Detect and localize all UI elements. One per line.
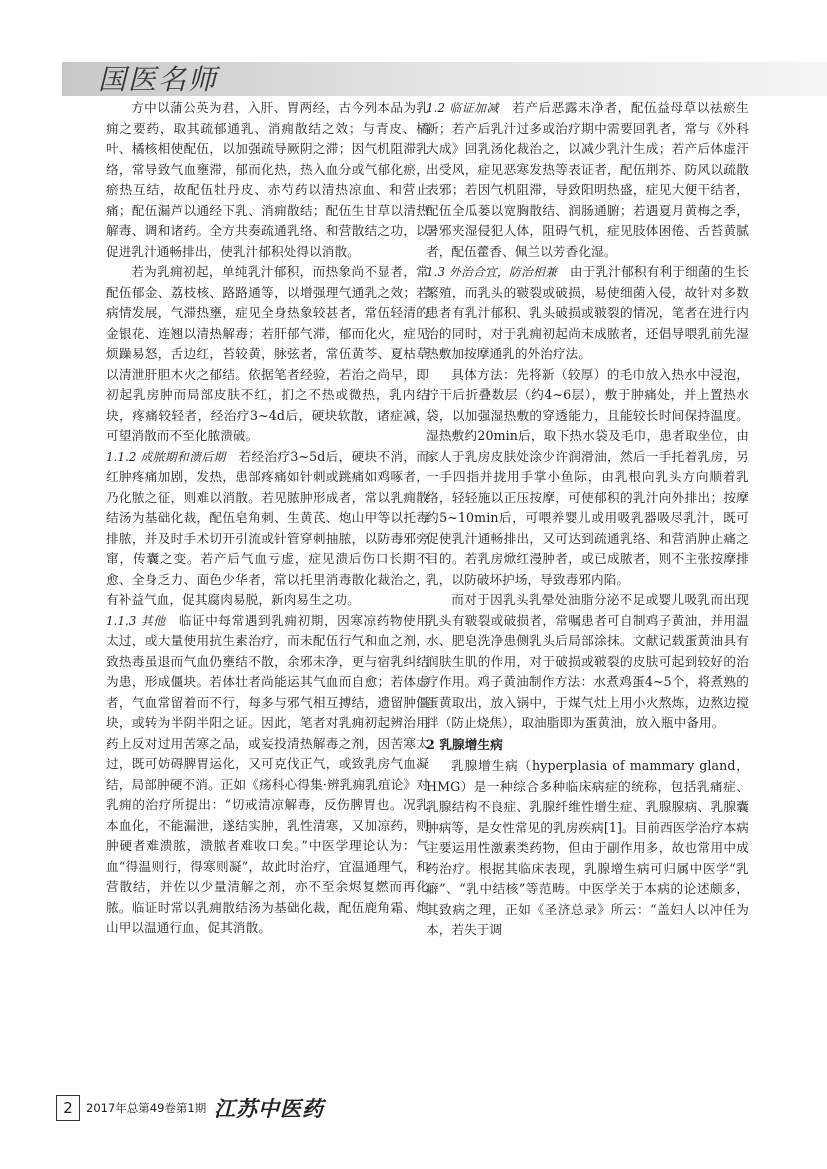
subsection-label: 1.2 临证加减 (426, 101, 499, 115)
paragraph (106, 611, 429, 939)
issue-info: 2017年总第49卷第1期 (86, 1101, 207, 1115)
paragraph: 乳腺增生病（hyperplasia of mammary gland，HMG）是一种综合多种临床病症的统称，包括乳痛症、乳腺结构不良症、乳腺纤维性增生症、乳腺腺病、乳腺囊肿病等，是女性常见的乳房疾病[1]。目前西医学治疗本病主要运用性激素类药物，但由于副作用多，故也常用中成药治疗。根据其临床表现，乳腺增生病可归属中医学“乳癖”、“乳中结核”等范畴。中医学关于本病的论述颇多，其致病之理，正如《圣济总录》所云：“盖妇人以冲任为本，若失于调 (426, 758, 749, 937)
page-number: 2 (56, 1095, 80, 1121)
subsection-label: 1.3 外治合宜，防治相兼 (426, 265, 558, 279)
right-column (426, 98, 749, 941)
paragraph-text: 若经治疗3~5d后，硬块不消，而红肿疼痛加剧，发热，患部疼痛如针刺或跳痛如鸡啄者，乃化脓之征，则难以消散。若见脓肿形成者，常以乳痈散结汤为基础化裁，配伍皂角刺、生黄芪、炮山甲等以托毒排脓，并及时手术切开引流或针管穿刺抽脓，以防毒邪旁窜，传囊之变。若产后气血亏虚，症见溃后伤口长期不愈、全身乏力、面色少华者，常以托里消毒散化裁治之，有补益气血，促其腐肉易脱，新肉易生之功。 (106, 448, 429, 607)
journal-name: 江苏中医药 (214, 1096, 324, 1121)
section-heading: 2 乳腺增生病 (426, 736, 503, 752)
subsection-label: 1.1.3 其他 (106, 613, 166, 628)
paragraph-text: 若产后恶露未净者，配伍益母草以祛瘀生新；若产后乳汁过多或治疗期中需要回乳者，常与《外科大成》回乳汤化裁治之，以减少乳汁生成；若产后体虚汗出受风，症见恶寒发热等表证者，配伍荆芥、防风以疏散表邪；若因气机阻滞，导致阳明热盛，症见大便干结者，配伍全瓜蒌以宽胸散结、润肠通腑；若遇夏月黄梅之季，暑邪夹湿侵犯人体，阻碍气机，症见肢体困倦、舌苔黄腻者，配伍藿香、佩兰以芳香化湿。 (426, 100, 750, 259)
paragraph: 具体方法：先将新（较厚）的毛巾放入热水中浸泡，拧干后折叠数层（约4~6层），敷于肿痛处，并上置热水袋，以加强湿热敷的穿透能力，且能较长时间保持温度。湿热敷约20min后，取下热水袋及毛巾，患者取坐位，由家人于乳房皮肤处涂少许润滑油，然后一手托着乳房，另一手四指并拢用手掌小鱼际，由乳根向乳头方向顺着乳络，轻轻施以正压按摩，可使郁积的乳汁向外排出；按摩约5~10min后，可喂养婴儿或用吸乳器吸尽乳汁，既可促使乳汁通畅排出，又可达到疏通乳络、和营消肿止痛之目的。若乳房焮红漫肿者，或已成脓者，则不主张按摩排乳，以防破坏护场，导致毒邪内陷。 (426, 366, 749, 587)
paragraph: 而对于因乳头乳晕处油脂分泌不足或婴儿吸乳而出现乳头有皲裂或破损者，常嘱患者可自制鸡子黄油，并用温水、肥皂洗净患侧乳头后局部涂抹。文献记载蛋黄油具有润肤生肌的作用，对于破损或皲裂的皮肤可起到较好的治疗作用。鸡子黄油制作方法：水煮鸡蛋4~5个，将煮熟的蛋黄取出，放入锅中，于煤气灶上用小火熬炼，边熬边搅拌（防止烧焦），取油脂即为蛋黄油，放入瓶中备用。 (426, 592, 749, 730)
paragraph (106, 447, 429, 611)
paragraph (426, 262, 749, 365)
paragraph: 方中以蒲公英为君，入肝、胃两经，古今列本品为乳痈之要药，取其疏郁通乳、消痈散结之效；与青皮、橘叶、橘核相使配伍，以加强疏导厥阴之滞；因气机阻滞乳络，常导致气血壅滞，郁而化热，热入血分或气郁化瘀，瘀热互结，故配伍牡丹皮、赤芍药以清热凉血、和营止痛；配伍漏芦以通经下乳、消痈散结；配伍生甘草以清热解毒、调和诸药。全方共奏疏通乳络、和营散结之功，以促进乳汁通畅排出，使乳汁郁积处得以消散。 (106, 100, 429, 259)
page-footer (56, 1095, 386, 1121)
paragraph-text: 由于乳汁郁积有利于细菌的生长繁殖，而乳头的皲裂或破损，易使细菌入侵，故针对多数患者有乳汁郁积、乳头破损或皲裂的情况，笔者在进行内治的同时，对于乳痈初起尚未成脓者，还倡导喂乳前先湿热敷加按摩通乳的外治疗法。 (426, 264, 750, 361)
paragraph (426, 98, 749, 262)
paragraph-text: 临证中每常遇到乳痈初期，因寒凉药物使用太过，或大量使用抗生素治疗，而未配伍行气和血之剂，致热毒虽退而气血仍壅结不散，余邪未净，更与宿乳纠结为患，形成僵块。若体壮者尚能运其气血而自愈；若体虚者，气血常留着而不行，每多与邪气相互搏结，遗留肿僵块，或转为半阴半阳之证。因此，笔者对乳痈初起辨治用药上反对过用苦寒之品，或妄投清热解毒之剂，因苦寒太过，既可妨碍脾胃运化，又可克伐正气，或致乳房气血凝结，局部肿硬不消。正如《疡科心得集·辨乳痈乳疽论》对乳痈的治疗所提出：“切戒清凉解毒，反伤脾胃也。况乳本血化，不能漏泄，遂结实肿，乳性清寒，又加凉药，则肿硬者难溃脓，溃脓者难收口矣。”中医学理论认为：气血“得温则行，得寒则凝”，故此时治疗，宜温通理气，和营散结，并佐以少量清解之剂，亦不至余烬复燃而再化脓。临证时常以乳痈散结汤为基础化裁，配伍鹿角霜、炮山甲以温通行血，促其消散。 (106, 612, 429, 935)
left-column (106, 98, 429, 939)
paragraph: 若为乳痈初起，单纯乳汁郁积，而热象尚不显者，常配伍郁金、荔枝核、路路通等，以增强理气通乳之效；若病情发展，气滞热壅，症见全身热象较甚者，常伍轻清的金银花、连翘以清热解毒；若肝郁气滞，郁而化火，症见烦躁易怒，舌边红，苔较黄，脉弦者，常伍黄芩、夏枯草以清泄肝胆木火之郁结。依据笔者经验，若治之尚早，即初起乳房肿而局部皮肤不红，扪之不热或微热，乳内结块，疼痛较轻者，经治疗3~4d后，硬块软散，诸症减，可望消散而不至化脓溃破。 (106, 264, 429, 443)
section-header-title: 国医名师 (98, 63, 219, 96)
subsection-label: 1.1.2 成脓期和溃后期 (106, 449, 226, 464)
